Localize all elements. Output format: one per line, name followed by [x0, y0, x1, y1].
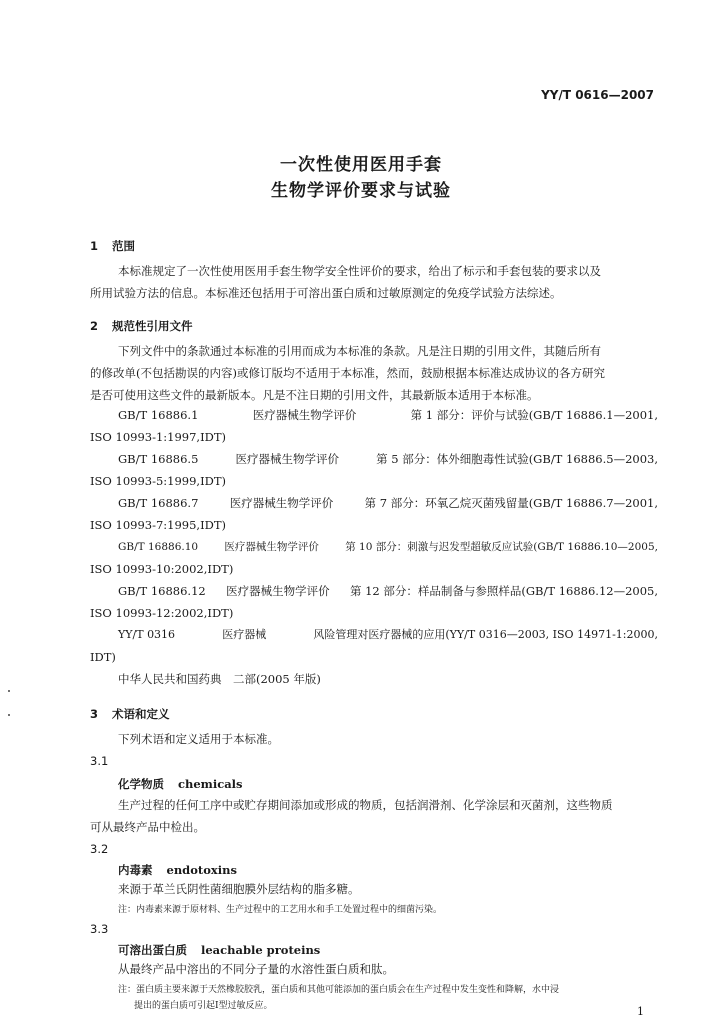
terms-intro: 下列术语和定义适用于本标准。: [118, 732, 279, 746]
reference-series: 医疗器械生物学评价: [252, 408, 357, 422]
section-number: 3: [90, 707, 99, 721]
term-note: 注：蛋白质主要来源于天然橡胶胶乳，蛋白质和其他可能添加的蛋白质会在生产过程中发生变性和降解，水中浸: [118, 985, 560, 995]
references-intro-line: 的修改单(不包括勘误的内容)或修订版均不适用于本标准，然而，鼓励根据本标准达成协议的各方研究: [90, 366, 605, 380]
page-number: 1: [637, 1005, 644, 1018]
reference-continuation: ISO 10993-10:2002,IDT): [90, 562, 234, 576]
section-number: 2: [90, 319, 99, 333]
reference-code: YY/T 0316: [118, 628, 176, 641]
standard-code: YY/T 0616—2007: [541, 88, 654, 102]
term-note: 提出的蛋白质可引起Ⅰ型过敏反应。: [134, 1001, 273, 1011]
term-en: chemicals: [178, 777, 243, 791]
term-zh: 可溶出蛋白质: [118, 943, 187, 957]
reference-code: GB/T 16886.12: [118, 584, 206, 598]
reference-continuation: ISO 10993-7:1995,IDT): [90, 518, 227, 532]
reference-part: 风险管理对医疗器械的应用(YY/T 0316—2003, ISO 14971-1:2000,: [313, 628, 658, 641]
reference-continuation: IDT): [90, 650, 116, 664]
reference-entry: [118, 452, 658, 466]
reference-part: 第 12 部分：样品制备与参照样品(GB/T 16886.12—2005,: [349, 584, 658, 598]
references-intro-line: 是否可使用这些文件的最新版本。凡是不注日期的引用文件，其最新版本适用于本标准。: [90, 388, 539, 402]
scan-speck: [8, 714, 10, 716]
references-intro-line: 下列文件中的条款通过本标准的引用而成为本标准的条款。凡是注日期的引用文件，其随后所有: [118, 344, 601, 358]
reference-series: 医疗器械生物学评价: [224, 541, 319, 553]
title-line-2: 生物学评价要求与试验: [271, 181, 451, 201]
reference-part: 第 7 部分：环氧乙烷灭菌残留量(GB/T 16886.7—2001,: [364, 496, 658, 510]
term-number: 3.1: [90, 754, 109, 768]
reference-continuation: ISO 10993-1:1997,IDT): [90, 430, 227, 444]
reference-entry: [118, 540, 658, 554]
section-title: 术语和定义: [112, 707, 170, 721]
term-definition-line: 可从最终产品中检出。: [90, 820, 205, 834]
term-heading: [118, 862, 237, 878]
term-heading: [118, 942, 320, 958]
term-en: leachable proteins: [201, 943, 321, 957]
scan-speck: [8, 690, 10, 692]
reference-series: 医疗器械: [222, 628, 267, 641]
term-definition-line: 来源于革兰氏阴性菌细胞膜外层结构的脂多糖。: [118, 882, 360, 896]
section-3-heading: [90, 706, 170, 722]
reference-part: 第 5 部分：体外细胞毒性试验(GB/T 16886.5—2003,: [376, 452, 658, 466]
term-en: endotoxins: [166, 863, 237, 877]
section-1-heading: [90, 238, 135, 254]
scope-paragraph-line: 本标准规定了一次性使用医用手套生物学安全性评价的要求，给出了标示和手套包装的要求以及: [118, 264, 601, 278]
section-title: 规范性引用文件: [112, 319, 193, 333]
term-number: 3.2: [90, 842, 109, 856]
section-number: 1: [90, 239, 99, 253]
term-number: 3.3: [90, 922, 109, 936]
section-title: 范围: [112, 239, 135, 253]
scope-paragraph-line: 所用试验方法的信息。本标准还包括用于可溶出蛋白质和过敏原测定的免疫学试验方法综述。: [90, 286, 562, 300]
reference-series: 医疗器械生物学评价: [235, 452, 339, 466]
reference-code: GB/T 16886.1: [118, 408, 199, 422]
reference-code: GB/T 16886.7: [118, 496, 199, 510]
reference-continuation: ISO 10993-5:1999,IDT): [90, 474, 227, 488]
title-line-1: 一次性使用医用手套: [280, 155, 442, 175]
reference-code: GB/T 16886.10: [118, 541, 199, 553]
term-note: 注：内毒素来源于原材料、生产过程中的工艺用水和手工处置过程中的细菌污染。: [118, 905, 443, 915]
reference-part: 第 1 部分：评价与试验(GB/T 16886.1—2001,: [410, 408, 658, 422]
reference-code: GB/T 16886.5: [118, 452, 199, 466]
section-2-heading: [90, 318, 193, 334]
term-definition-line: 生产过程的任何工序中或贮存期间添加或形成的物质，包括润滑剂、化学涂层和灭菌剂，这些物质: [118, 798, 613, 812]
reference-part: 第 10 部分：刺激与迟发型超敏反应试验(GB/T 16886.10—2005,: [345, 541, 658, 553]
reference-continuation: ISO 10993-12:2002,IDT): [90, 606, 234, 620]
term-zh: 内毒素: [118, 863, 153, 877]
reference-entry: [118, 408, 658, 422]
reference-entry: [118, 584, 658, 598]
term-heading: [118, 776, 243, 792]
reference-entry: [118, 628, 658, 642]
pharmacopoeia-reference: 中华人民共和国药典 二部(2005 年版): [118, 672, 321, 686]
reference-entry: [118, 496, 658, 510]
reference-series: 医疗器械生物学评价: [229, 496, 334, 510]
term-zh: 化学物质: [118, 777, 164, 791]
term-definition-line: 从最终产品中溶出的不同分子量的水溶性蛋白质和肽。: [118, 962, 394, 976]
reference-series: 医疗器械生物学评价: [226, 584, 330, 598]
